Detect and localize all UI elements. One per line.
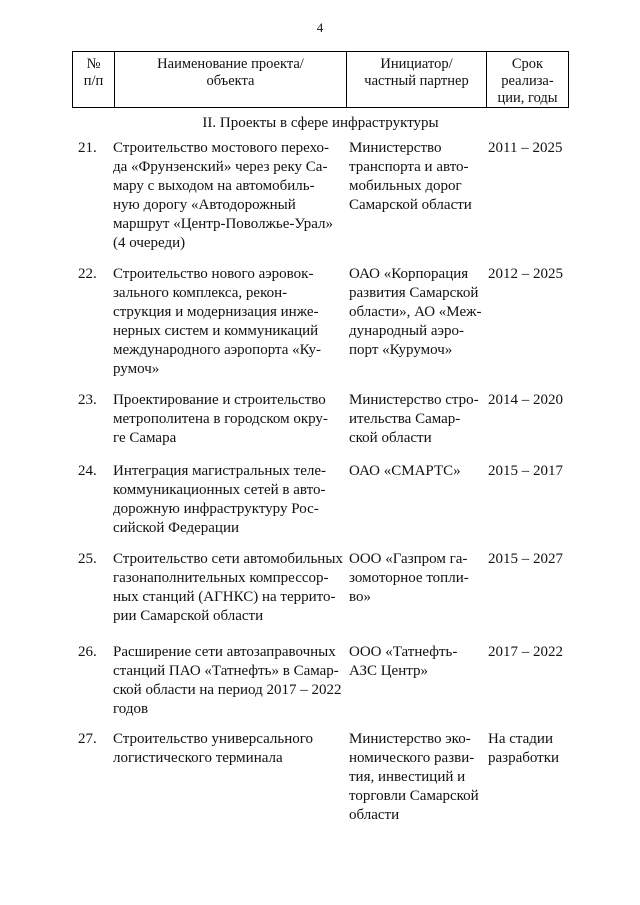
row-term: На стадии разработки (488, 731, 560, 766)
row-project-name: Интеграция магистральных теле- коммуникационных сетей в авто- дорожную инфраструктуру Рос- сийской Федерации (113, 463, 327, 536)
row-number: 26. (78, 644, 97, 660)
row-initiator: ООО «Газпром га- зомоторное топли- во» (349, 551, 469, 605)
header-initiator: Инициатор/ частный партнер (347, 52, 487, 108)
row-number: 22. (78, 266, 97, 282)
row-project-name: Строительство сети автомобильных газонаполнительных компрессор- ных станций (АГНКС) на террито- рии Самарской области (113, 551, 343, 624)
row-initiator: Министерство стро- ительства Самар- ской области (349, 392, 479, 446)
table-header (72, 51, 569, 108)
row-number: 25. (78, 551, 97, 567)
row-term: 2015 – 2027 (488, 551, 563, 567)
section-title: II. Проекты в сфере инфраструктуры (202, 115, 439, 131)
row-project-name: Строительство нового аэровок- зального комплекса, рекон- струкция и модернизация инже- нерных систем и коммуникаций международного аэропорта «Ку- румоч» (113, 266, 322, 377)
header-number: № п/п (73, 52, 115, 108)
header-term: Срок реализа- ции, годы (487, 52, 569, 108)
row-project-name: Расширение сети автозаправочных станций ПАО «Татнефть» в Самар- ской области на период 2017 – 2022 годов (113, 644, 342, 717)
row-number: 21. (78, 140, 97, 156)
row-number: 24. (78, 463, 97, 479)
row-term: 2015 – 2017 (488, 463, 563, 479)
row-initiator: ОАО «СМАРТС» (349, 463, 461, 479)
row-number: 27. (78, 731, 97, 747)
row-term: 2011 – 2025 (488, 140, 563, 156)
page-number: 4 (316, 20, 324, 35)
row-initiator: Министерство эко- номического разви- тия, инвестиций и торговли Самарской области (349, 731, 479, 823)
row-project-name: Строительство универсального логистического терминала (113, 731, 314, 766)
row-term: 2012 – 2025 (488, 266, 563, 282)
row-term: 2014 – 2020 (488, 392, 563, 408)
header-project-name: Наименование проекта/ объекта (115, 52, 347, 108)
row-project-name: Проектирование и строительство метрополитена в городском окру- ге Самара (113, 392, 328, 446)
row-project-name: Строительство мостового перехо- да «Фрунзенский» через реку Са- мару с выходом на автомобиль- ную дорогу «Автодорожный маршрут «Центр-Поволжье-Урал» (4 очереди) (113, 140, 333, 251)
row-initiator: ООО «Татнефть- АЗС Центр» (349, 644, 458, 679)
row-term: 2017 – 2022 (488, 644, 563, 660)
row-initiator: ОАО «Корпорация развития Самарской области», АО «Меж- дународный аэро- порт «Курумоч» (349, 266, 482, 358)
row-initiator: Министерство транспорта и авто- мобильных дорог Самарской области (349, 140, 472, 213)
row-number: 23. (78, 392, 97, 408)
